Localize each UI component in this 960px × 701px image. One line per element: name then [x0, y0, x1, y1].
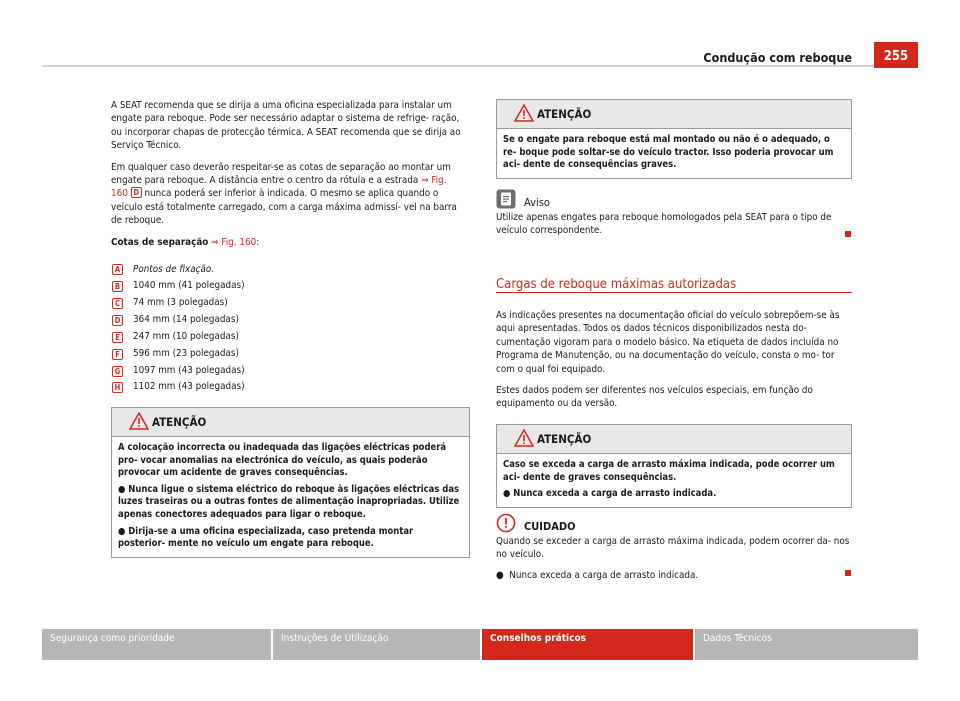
warning-text: A colocação incorrecta ou inadequada das ligações eléctricas poderá pro- vocar anomalias na electrónica do veículo, as quais poderão provocar um acidente de graves consequências. [118, 442, 447, 479]
measurement-label: B [112, 281, 123, 292]
measurement-text: 364 mm (14 polegadas) [133, 314, 239, 325]
aviso-title: Aviso [524, 196, 550, 209]
note-icon [496, 189, 516, 209]
aviso-text: Utilize apenas engates para reboque homologados pela SEAT para o tipo de veículo correspondente. [496, 212, 832, 237]
warning-triangle-icon [514, 429, 534, 447]
measurement-text: 74 mm (3 polegadas) [133, 297, 228, 308]
warning-triangle-icon [514, 104, 534, 122]
cotas-heading [111, 236, 465, 249]
measurement-label: E [112, 332, 123, 343]
footer-tab-label: Segurança como prioridade [50, 633, 175, 644]
measurement-label: G [112, 366, 123, 377]
warning-bullet: ● Dirija-se a uma oficina especializada, caso pretenda montar posterior- mente no veículo um engate para reboque. [118, 525, 414, 550]
warning-header [497, 425, 851, 454]
cuidado-text: Quando se exceder a carga de arrasto máxima indicada, podem ocorrer da- nos no veículo. [496, 536, 850, 561]
footer-tab-dados[interactable] [695, 629, 918, 660]
measurement-label: A [112, 264, 123, 275]
footer-tab-instrucoes[interactable] [273, 629, 480, 660]
warning-box-electrical [111, 407, 470, 558]
warning-body [497, 454, 851, 507]
cuidado-bullet: ● Nunca exceda a carga de arrasto indicada. [496, 570, 699, 581]
warning-bullet-text: Nunca ligue o sistema eléctrico do reboque às ligações eléctricas das luzes traseiras ou a outras fontes de alimentação inapropriadas. Utilize apenas conectores adequados para ligar o reboque. [118, 483, 460, 520]
warning-triangle-icon [129, 412, 149, 430]
header-rule [42, 65, 874, 67]
intro-paragraph: A SEAT recomenda que se dirija a uma oficina especializada para instalar um engate para reboque. Pode ser necessário adaptar o sistema de refrige- ração, ou incorporar chapas de protecção térmica. A SEAT recomenda que se dirija ao Serviço Técnico. [111, 100, 461, 152]
measurement-text: 1097 mm (43 polegadas) [133, 365, 245, 376]
warning-header [112, 408, 469, 437]
footer-tab-label: Conselhos práticos [490, 633, 587, 644]
section-title: Cargas de reboque máximas autorizadas [496, 277, 737, 292]
warning-header [497, 100, 851, 129]
warning-title: ATENÇÃO [537, 107, 592, 121]
section-title-rule [496, 292, 852, 293]
measurement-label: H [112, 382, 123, 393]
measurement-text: 1102 mm (43 polegadas) [133, 381, 245, 392]
end-marker [845, 231, 851, 237]
page-header-title: Condução com reboque [703, 50, 852, 65]
warning-title: ATENÇÃO [537, 432, 592, 446]
warning-body [112, 437, 469, 557]
section-body [496, 309, 854, 411]
measurement-label: C [112, 298, 123, 309]
measurement-text: 247 mm (10 polegadas) [133, 331, 239, 342]
warning-box-coupling [496, 99, 852, 179]
section-paragraph: As indicações presentes na documentação oficial do veículo sobrepõem-se às aqui apresentadas. Todos os dados técnicos disponibilizados nesta do- cumentação vigoram para o modelo básico. Na etiqueta de dados incluída no Programa de Manutenção, ou na documentação do veículo, consta o mo- tor com o qual foi equipado. [496, 310, 840, 375]
warning-body [497, 129, 851, 178]
measurement-label: F [112, 349, 123, 360]
separation-text-b: nunca poderá ser inferior à indicada. O mesmo se aplica quando o veículo está totalmente carregado, com a carga máxima admissí- vel na barra de reboque. [111, 188, 457, 227]
measurement-text: 1040 mm (41 polegadas) [133, 280, 245, 291]
section-paragraph: Estes dados podem ser diferentes nos veículos especiais, em função do equipamento ou da versão. [496, 385, 813, 410]
cuidado-bullet-text: Nunca exceda a carga de arrasto indicada. [509, 570, 699, 581]
caution-circle-icon [496, 513, 516, 533]
separation-text-a: Em qualquer caso deverão respeitar-se as cotas de separação ao montar um engate para reboque. A distância entre o centro da rótula e a estrada [111, 161, 451, 187]
cuidado-title: CUIDADO [524, 520, 576, 533]
footer-tab-conselhos[interactable] [482, 629, 693, 660]
footer-tab-label: Instruções de Utilização [281, 633, 389, 644]
fig-160-link[interactable]: ⇒ Fig. 160 [111, 175, 447, 200]
warning-text: Se o engate para reboque está mal montado ou não é o adequado, o re- boque pode soltar-se do veículo tractor. Isso poderia provocar um aci- dente de consequências graves. [503, 134, 834, 171]
warning-bullet: ● Nunca exceda a carga de arrasto indicada. [503, 488, 717, 500]
footer-tab-label: Dados Técnicos [703, 633, 772, 644]
cotas-label: Cotas de separação [111, 236, 209, 248]
page-number: 255 [874, 42, 918, 68]
separation-paragraph [111, 161, 465, 228]
cotas-colon: : [256, 236, 260, 248]
cotas-fig-link[interactable]: ⇒ Fig. 160 [211, 236, 257, 248]
label-d-badge: D [131, 187, 142, 198]
measurement-text: 596 mm (23 polegadas) [133, 348, 239, 359]
warning-text: Caso se exceda a carga de arrasto máxima indicada, pode ocorrer um aci- dente de graves consequências. [503, 459, 835, 483]
warning-bullet-text: Nunca exceda a carga de arrasto indicada. [513, 488, 717, 500]
footer-tab-seguranca[interactable] [42, 629, 271, 660]
end-marker [845, 570, 851, 576]
warning-bullet-text: Dirija-se a uma oficina especializada, caso pretenda montar posterior- mente no veículo um engate para reboque. [118, 525, 414, 550]
warning-box-towing-load [496, 424, 852, 508]
warning-bullet: ● Nunca ligue o sistema eléctrico do reboque às ligações eléctricas das luzes traseiras ou a outras fontes de alimentação inapropriadas. Utilize apenas conectores adequados para ligar o reboque. [118, 483, 460, 520]
measurement-text: Pontos de fixação. [133, 264, 215, 275]
left-column [111, 99, 465, 249]
warning-title: ATENÇÃO [152, 415, 207, 429]
measurement-label: D [112, 315, 123, 326]
